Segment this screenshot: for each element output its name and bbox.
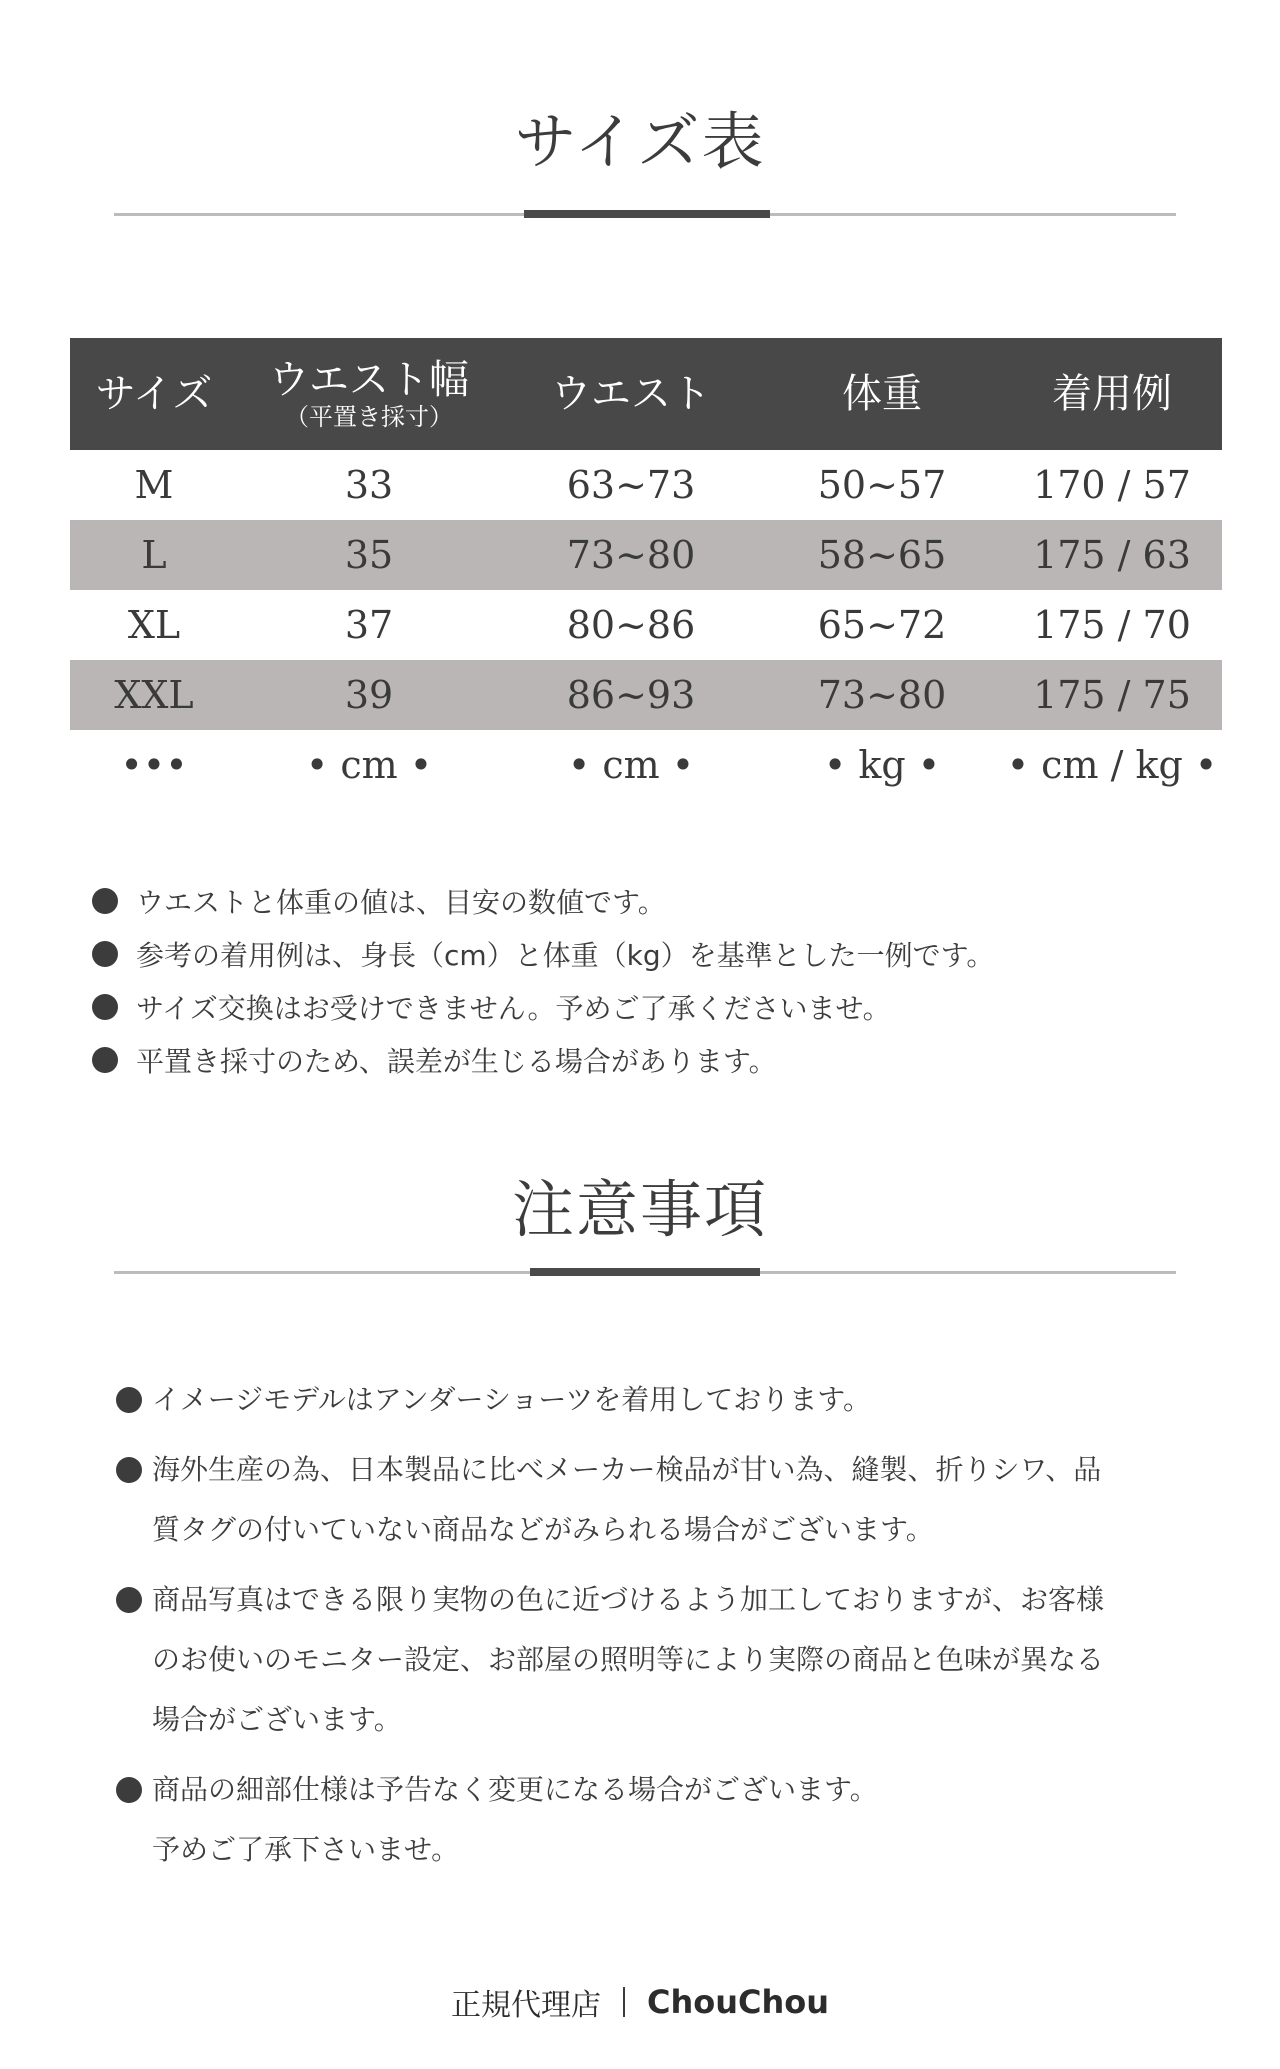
list-item [116, 1370, 1196, 1430]
cell-waist-width: 37 [344, 603, 394, 647]
size-table [70, 338, 1222, 800]
caution-title-accent [530, 1268, 760, 1276]
note-text: 平置き採寸のため、誤差が生じる場合があります。 [136, 1045, 777, 1078]
cell-waist: 80~86 [566, 603, 696, 647]
bullet-icon [116, 1457, 142, 1483]
caution-text: のお使いのモニター設定、お部屋の照明等により実際の商品と色味が異なる [152, 1643, 1105, 1676]
table-row [70, 450, 1222, 520]
unit-waist: • cm • [567, 743, 695, 787]
list-item [116, 1570, 1196, 1750]
cell-weight: 58~65 [762, 520, 1002, 590]
size-notes [92, 876, 994, 1088]
cell-weight: 50~57 [817, 463, 947, 507]
list-item [116, 1760, 1196, 1880]
cell-waist-width: 35 [238, 520, 500, 590]
bullet-icon [92, 888, 118, 914]
bullet-icon [116, 1387, 142, 1413]
cell-example: 175 / 75 [1002, 660, 1222, 730]
cell-waist-width: 39 [238, 660, 500, 730]
table-row [70, 660, 1222, 730]
cell-waist: 73~80 [500, 520, 762, 590]
caution-text: 場合がございます。 [152, 1703, 402, 1736]
bullet-icon [116, 1777, 142, 1803]
caution-text: 商品写真はできる限り実物の色に近づけるよう加工しておりますが、お客様 [152, 1583, 1105, 1616]
note-text: サイズ交換はお受けできません。予めご了承くださいませ。 [136, 992, 891, 1025]
caution-text: 予めご了承下さいませ。 [152, 1833, 460, 1866]
header-waist-width: ウエスト幅 （平置き採寸） [238, 338, 500, 450]
header-example: 着用例 [1002, 338, 1222, 450]
authorized-agent-label: 正規代理店 [450, 1988, 601, 2023]
bullet-icon [116, 1587, 142, 1613]
cell-example: 170 / 57 [1033, 463, 1191, 507]
list-item [92, 929, 994, 982]
cell-waist-width: 33 [344, 463, 394, 507]
list-item [92, 1035, 994, 1088]
size-table-header [70, 338, 1222, 450]
cell-weight: 65~72 [817, 603, 947, 647]
table-row [70, 590, 1222, 660]
brand-logo: ChouChou [646, 1983, 830, 2021]
caution-text: 質タグの付いていない商品などがみられる場合がございます。 [152, 1513, 934, 1546]
cell-size: XL [127, 603, 181, 647]
header-waist: ウエスト [500, 338, 762, 450]
unit-size: ••• [120, 743, 188, 787]
table-row [70, 520, 1222, 590]
cell-example: 175 / 70 [1033, 603, 1191, 647]
cell-waist: 86~93 [500, 660, 762, 730]
footer-divider [623, 1987, 625, 2017]
note-text: ウエストと体重の値は、目安の数値です。 [136, 886, 666, 919]
bullet-icon [92, 1047, 118, 1073]
list-item [116, 1440, 1196, 1560]
header-weight: 体重 [762, 338, 1002, 450]
unit-waist-width: • cm • [305, 743, 433, 787]
units-row [70, 730, 1222, 800]
note-text: 参考の着用例は、身長（cm）と体重（kg）を基準とした一例です。 [136, 939, 995, 972]
cell-example: 175 / 63 [1002, 520, 1222, 590]
bullet-icon [92, 941, 118, 967]
footer [0, 1980, 1280, 2024]
unit-weight: • kg • [823, 743, 941, 787]
cell-size: XXL [70, 660, 238, 730]
unit-example: • cm / kg • [1006, 743, 1218, 787]
header-size: サイズ [70, 338, 238, 450]
caution-text: 商品の細部仕様は予告なく変更になる場合がございます。 [152, 1773, 878, 1806]
cell-size: L [70, 520, 238, 590]
cell-size: M [134, 463, 174, 507]
size-chart-title: サイズ表 [514, 105, 766, 178]
size-title-accent [524, 210, 770, 218]
caution-list [116, 1370, 1196, 1890]
caution-text: 海外生産の為、日本製品に比べメーカー検品が甘い為、縫製、折りシワ、品 [152, 1453, 1102, 1486]
cell-waist: 63~73 [566, 463, 696, 507]
caution-text: イメージモデルはアンダーショーツを着用しております。 [152, 1383, 872, 1416]
bullet-icon [92, 994, 118, 1020]
list-item [92, 982, 994, 1035]
cell-weight: 73~80 [762, 660, 1002, 730]
list-item [92, 876, 994, 929]
caution-title: 注意事項 [511, 1173, 768, 1246]
